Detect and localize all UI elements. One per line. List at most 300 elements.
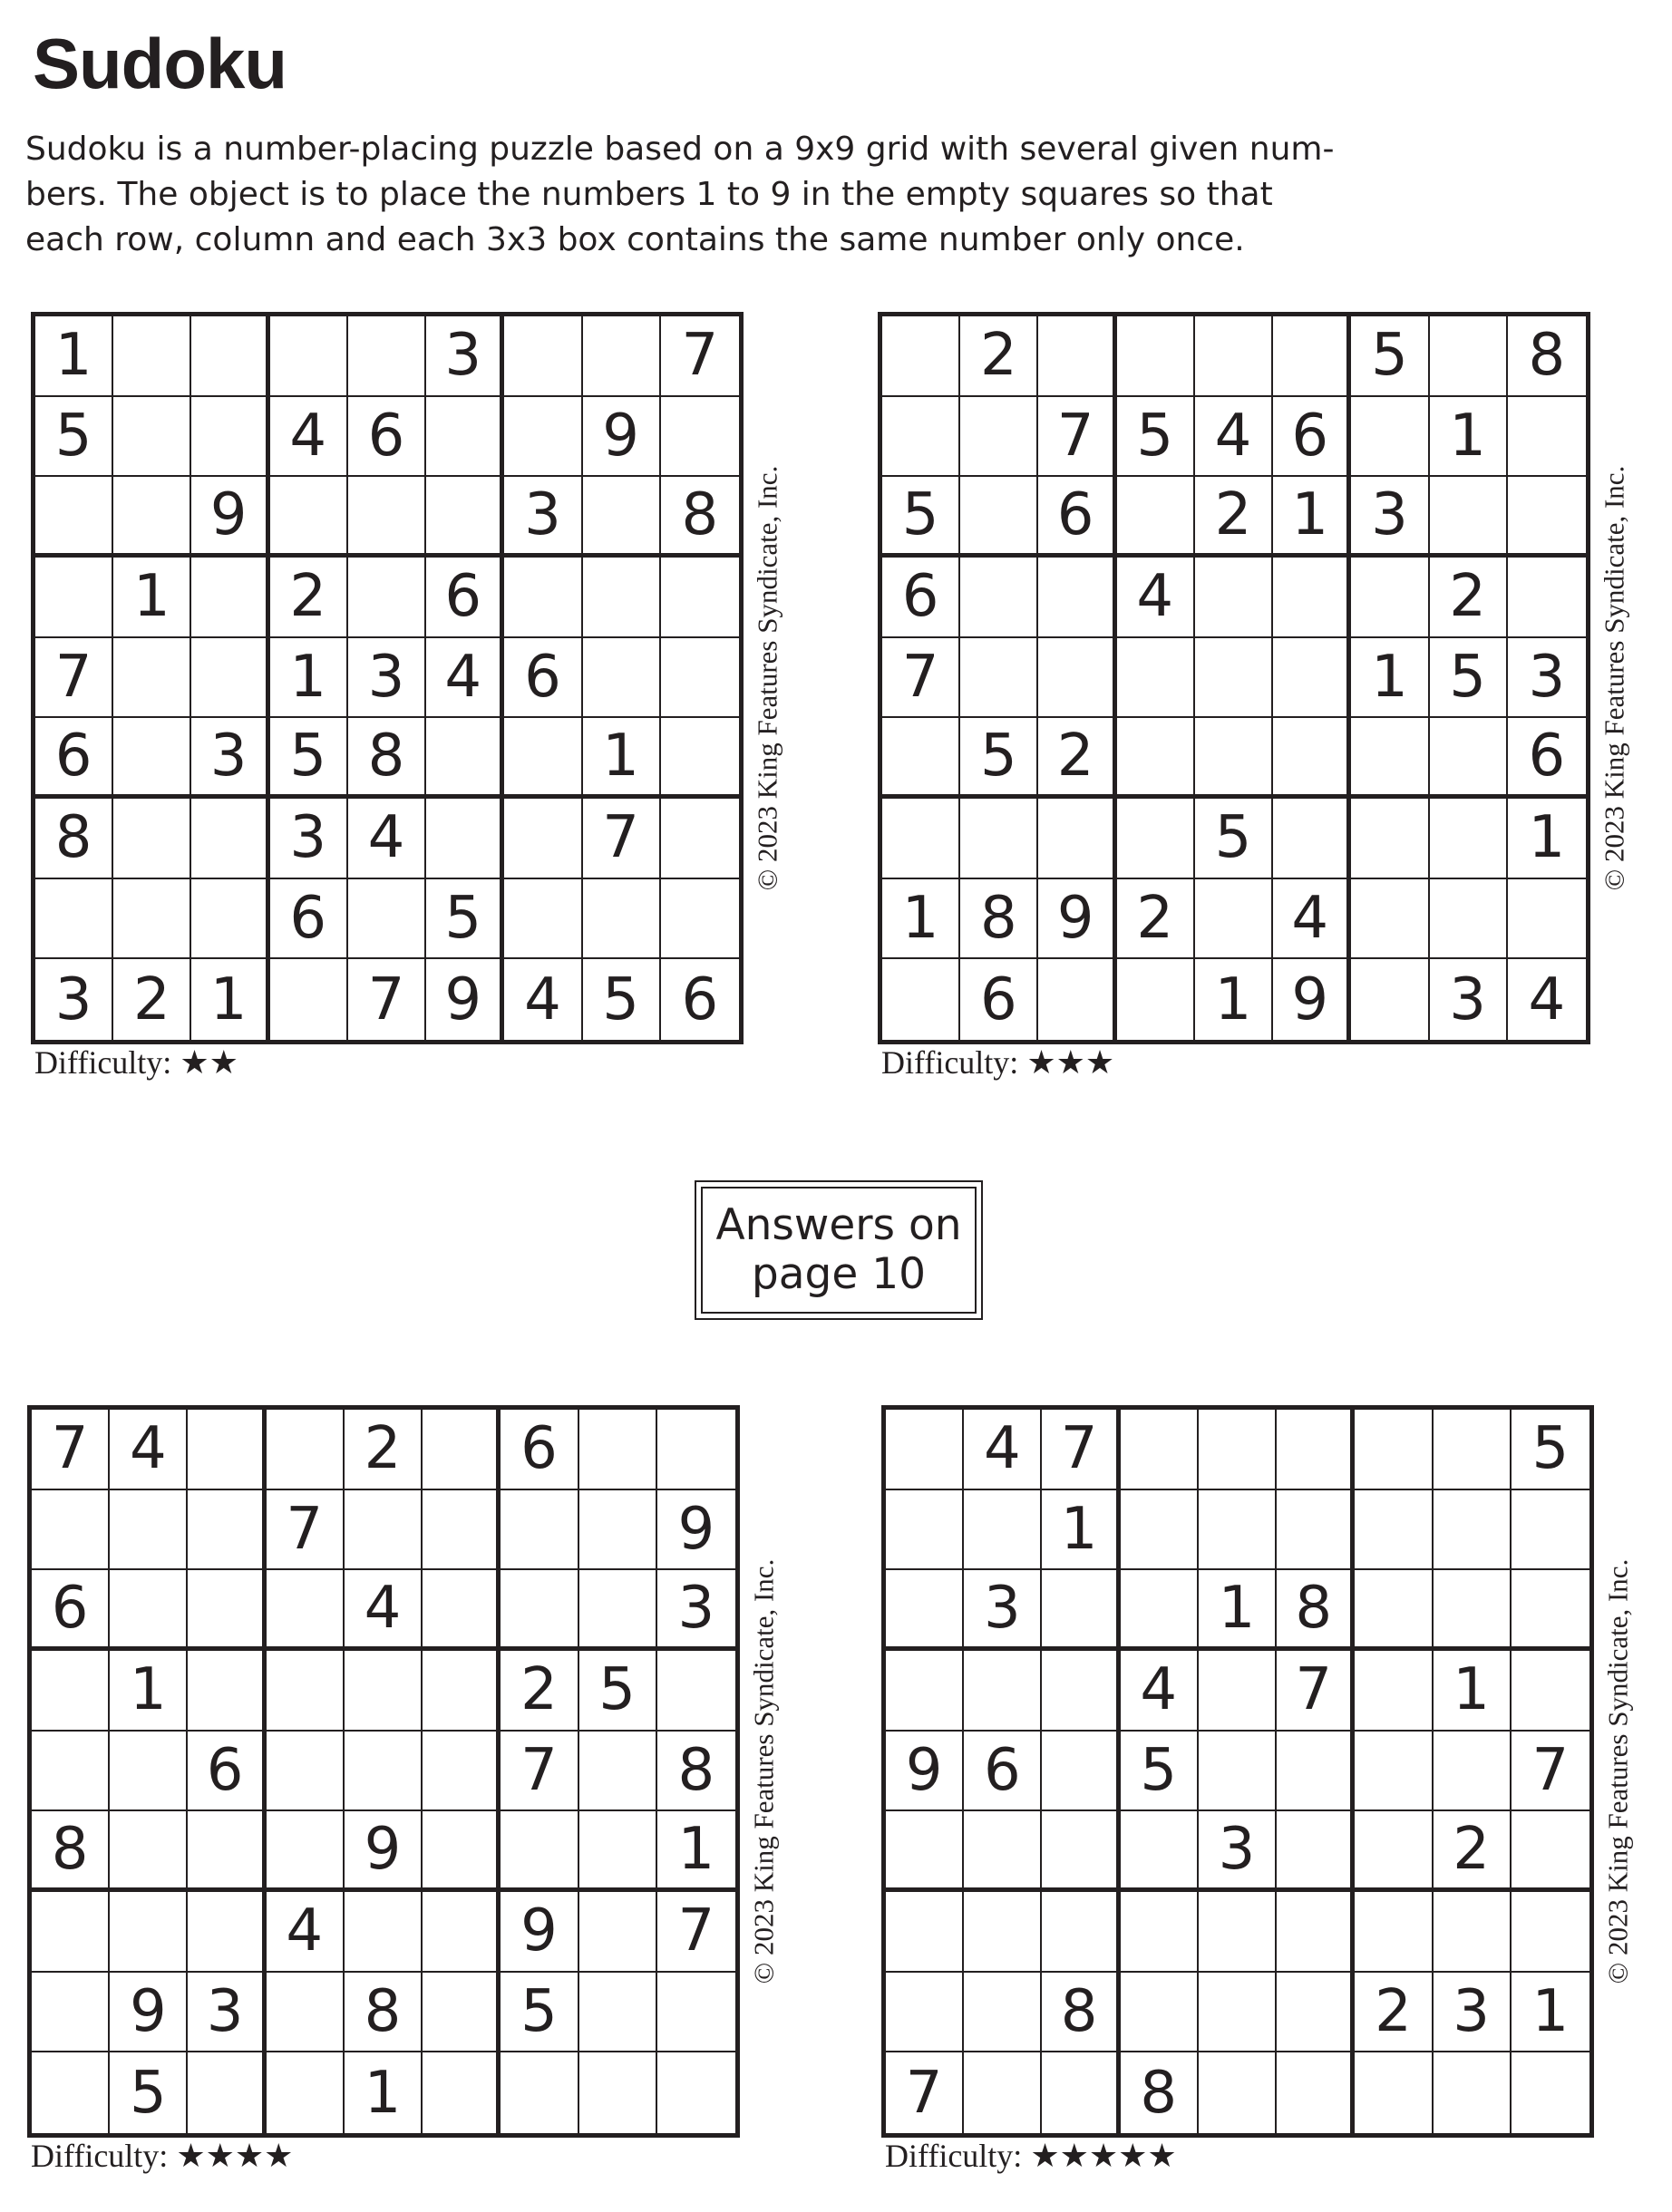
empty-cell[interactable] (1121, 1811, 1199, 1892)
given-number-cell: 5 (583, 959, 661, 1040)
empty-cell[interactable] (504, 799, 582, 879)
empty-cell[interactable] (960, 799, 1038, 879)
given-number-cell: 6 (960, 959, 1038, 1040)
empty-cell[interactable] (661, 799, 739, 879)
empty-cell[interactable] (188, 1410, 266, 1490)
empty-cell[interactable] (1199, 1892, 1277, 1973)
given-number-cell: 7 (661, 316, 739, 397)
given-number-cell: 3 (35, 959, 113, 1040)
empty-cell[interactable] (504, 397, 582, 478)
given-number-cell: 1 (1430, 397, 1508, 478)
empty-cell[interactable] (1430, 718, 1508, 799)
empty-cell[interactable] (423, 1892, 501, 1973)
given-number-cell: 5 (1121, 1732, 1199, 1812)
copyright-notice (1598, 1405, 1638, 2138)
empty-cell[interactable] (110, 1570, 188, 1651)
empty-cell[interactable] (1042, 1651, 1120, 1732)
empty-cell[interactable] (267, 1410, 345, 1490)
empty-cell[interactable] (964, 1973, 1042, 2053)
empty-cell[interactable] (423, 1410, 501, 1490)
empty-cell[interactable] (960, 477, 1038, 558)
empty-cell[interactable] (191, 316, 269, 397)
empty-cell[interactable] (1117, 638, 1195, 719)
empty-cell[interactable] (1508, 879, 1586, 960)
empty-cell[interactable] (1199, 1732, 1277, 1812)
empty-cell[interactable] (32, 1973, 110, 2053)
given-number-cell: 4 (270, 397, 348, 478)
given-number-cell: 3 (1430, 959, 1508, 1040)
empty-cell[interactable] (964, 1892, 1042, 1973)
empty-cell[interactable] (886, 1811, 964, 1892)
empty-cell[interactable] (1277, 1410, 1355, 1490)
empty-cell[interactable] (1434, 2052, 1512, 2133)
empty-cell[interactable] (1277, 1892, 1355, 1973)
empty-cell[interactable] (113, 638, 191, 719)
empty-cell[interactable] (1434, 1570, 1512, 1651)
empty-cell[interactable] (426, 718, 504, 799)
answers-note-line-2: page 10 (751, 1249, 927, 1299)
empty-cell[interactable] (1195, 718, 1273, 799)
given-number-cell: 6 (882, 558, 960, 638)
given-number-cell: 8 (1277, 1570, 1355, 1651)
empty-cell[interactable] (504, 558, 582, 638)
empty-cell[interactable] (267, 1570, 345, 1651)
empty-cell[interactable] (1273, 558, 1351, 638)
empty-cell[interactable] (191, 879, 269, 960)
empty-cell[interactable] (345, 1651, 423, 1732)
empty-cell[interactable] (1042, 1811, 1120, 1892)
given-number-cell: 2 (960, 316, 1038, 397)
empty-cell[interactable] (1038, 799, 1116, 879)
empty-cell[interactable] (583, 316, 661, 397)
empty-cell[interactable] (1512, 2052, 1589, 2133)
empty-cell[interactable] (1512, 1811, 1589, 1892)
empty-cell[interactable] (583, 879, 661, 960)
empty-cell[interactable] (501, 1570, 578, 1651)
empty-cell[interactable] (1351, 397, 1429, 478)
empty-cell[interactable] (1038, 959, 1116, 1040)
answers-note-box (695, 1180, 983, 1320)
empty-cell[interactable] (1355, 1651, 1433, 1732)
given-number-cell: 1 (583, 718, 661, 799)
given-number-cell: 9 (426, 959, 504, 1040)
given-number-cell: 6 (681, 965, 719, 1033)
given-number-cell: 2 (1434, 1811, 1512, 1892)
empty-cell[interactable] (1038, 638, 1116, 719)
empty-cell[interactable] (1273, 799, 1351, 879)
empty-cell[interactable] (1351, 879, 1429, 960)
empty-cell[interactable] (1117, 316, 1195, 397)
empty-cell[interactable] (191, 397, 269, 478)
empty-cell[interactable] (1121, 1490, 1199, 1571)
given-number-cell: 7 (32, 1410, 110, 1490)
copyright-notice (1594, 312, 1634, 1044)
empty-cell[interactable] (886, 1490, 964, 1571)
given-number-cell: 3 (348, 638, 426, 719)
empty-cell[interactable] (882, 397, 960, 478)
empty-cell[interactable] (964, 1651, 1042, 1732)
empty-cell[interactable] (579, 1570, 657, 1651)
empty-cell[interactable] (1277, 1811, 1355, 1892)
empty-cell[interactable] (345, 1490, 423, 1571)
empty-cell[interactable] (32, 1651, 110, 1732)
difficulty-label: Difficulty: ★★★ (881, 1044, 1115, 1081)
empty-cell[interactable] (661, 558, 739, 638)
given-number-cell: 7 (267, 1490, 345, 1571)
given-number-cell: 2 (1038, 718, 1116, 799)
given-number-cell: 8 (1042, 1973, 1120, 2053)
empty-cell[interactable] (191, 799, 269, 879)
empty-cell[interactable] (1512, 1570, 1589, 1651)
instructions-line: each row, column and each 3x3 box contains the same number only once. (25, 221, 1245, 258)
empty-cell[interactable] (32, 1892, 110, 1973)
empty-cell[interactable] (270, 477, 348, 558)
empty-cell[interactable] (423, 1570, 501, 1651)
empty-cell[interactable] (267, 1973, 345, 2053)
empty-cell[interactable] (426, 799, 504, 879)
given-number-cell: 4 (1195, 397, 1273, 478)
empty-cell[interactable] (501, 1811, 578, 1892)
empty-cell[interactable] (1121, 1973, 1199, 2053)
empty-cell[interactable] (1430, 879, 1508, 960)
given-number-cell: 5 (1512, 1410, 1589, 1490)
empty-cell[interactable] (504, 879, 582, 960)
empty-cell[interactable] (110, 1892, 188, 1973)
empty-cell[interactable] (1195, 558, 1273, 638)
given-number-cell: 5 (882, 477, 960, 558)
empty-cell[interactable] (1195, 316, 1273, 397)
empty-cell[interactable] (882, 799, 960, 879)
given-number-cell: 2 (1355, 1973, 1433, 2053)
empty-cell[interactable] (960, 638, 1038, 719)
empty-cell[interactable] (113, 879, 191, 960)
empty-cell[interactable] (886, 1892, 964, 1973)
empty-cell[interactable] (657, 1973, 735, 2053)
empty-cell[interactable] (1434, 1892, 1512, 1973)
given-number-cell: 8 (657, 1732, 735, 1812)
given-number-cell: 9 (1273, 959, 1351, 1040)
given-number-cell: 7 (1038, 397, 1116, 478)
empty-cell[interactable] (35, 879, 113, 960)
empty-cell[interactable] (1042, 1892, 1120, 1973)
sudoku-grid (27, 1405, 740, 2138)
empty-cell[interactable] (32, 2052, 110, 2133)
empty-cell[interactable] (579, 1490, 657, 1571)
answers-note-inner (701, 1187, 977, 1314)
empty-cell[interactable] (267, 1811, 345, 1892)
given-number-cell: 3 (188, 1973, 266, 2053)
given-number-cell: 7 (882, 638, 960, 719)
empty-cell[interactable] (188, 2052, 266, 2133)
empty-cell[interactable] (882, 959, 960, 1040)
empty-cell[interactable] (583, 638, 661, 719)
empty-cell[interactable] (191, 558, 269, 638)
empty-cell[interactable] (348, 316, 426, 397)
given-number-cell: 5 (35, 397, 113, 478)
empty-cell[interactable] (1273, 638, 1351, 719)
empty-cell[interactable] (1199, 1490, 1277, 1571)
empty-cell[interactable] (657, 1651, 735, 1732)
empty-cell[interactable] (188, 1490, 266, 1571)
empty-cell[interactable] (110, 1811, 188, 1892)
instructions-line: bers. The object is to place the numbers 1 to 9 in the empty squares so that (25, 176, 1273, 213)
empty-cell[interactable] (113, 316, 191, 397)
empty-cell[interactable] (188, 1570, 266, 1651)
given-number-cell: 7 (35, 638, 113, 719)
given-number-cell: 2 (270, 558, 348, 638)
empty-cell[interactable] (1042, 2052, 1120, 2133)
empty-cell[interactable] (579, 1811, 657, 1892)
given-number-cell: 7 (501, 1732, 578, 1812)
empty-cell[interactable] (886, 1973, 964, 2053)
empty-cell[interactable] (1121, 1410, 1199, 1490)
empty-cell[interactable] (1277, 1973, 1355, 2053)
given-number-cell: 4 (964, 1410, 1042, 1490)
empty-cell[interactable] (423, 1651, 501, 1732)
empty-cell[interactable] (1351, 959, 1429, 1040)
given-number-cell: 4 (1528, 965, 1566, 1033)
empty-cell[interactable] (1195, 638, 1273, 719)
empty-cell[interactable] (35, 558, 113, 638)
given-number-cell: 7 (348, 959, 426, 1040)
empty-cell[interactable] (345, 1732, 423, 1812)
empty-cell[interactable] (426, 397, 504, 478)
given-number-cell: 9 (191, 477, 269, 558)
given-number-cell: 1 (113, 558, 191, 638)
empty-cell[interactable] (579, 2052, 657, 2133)
empty-cell[interactable] (267, 2052, 345, 2133)
empty-cell[interactable] (1117, 718, 1195, 799)
given-number-cell: 6 (35, 718, 113, 799)
empty-cell[interactable] (188, 1811, 266, 1892)
given-number-cell: 6 (964, 1732, 1042, 1812)
empty-cell[interactable] (661, 718, 739, 799)
empty-cell[interactable] (1195, 879, 1273, 960)
empty-cell[interactable] (501, 1490, 578, 1571)
empty-cell[interactable] (1277, 1732, 1355, 1812)
empty-cell[interactable] (1121, 1570, 1199, 1651)
given-number-cell: 8 (661, 477, 739, 558)
given-number-cell: 5 (426, 879, 504, 960)
empty-cell[interactable] (113, 397, 191, 478)
given-number-cell: 5 (579, 1651, 657, 1732)
empty-cell[interactable] (886, 1570, 964, 1651)
given-number-cell: 4 (1117, 558, 1195, 638)
given-number-cell: 1 (1199, 1570, 1277, 1651)
empty-cell[interactable] (113, 477, 191, 558)
empty-cell[interactable] (1355, 1410, 1433, 1490)
given-number-cell: 8 (32, 1811, 110, 1892)
given-number-cell: 9 (886, 1732, 964, 1812)
copyright-text: © 2023 King Features Syndicate, Inc. (1601, 1558, 1633, 1984)
empty-cell[interactable] (1121, 1892, 1199, 1973)
empty-cell[interactable] (886, 1410, 964, 1490)
empty-cell[interactable] (1351, 558, 1429, 638)
empty-cell[interactable] (583, 558, 661, 638)
empty-cell[interactable] (661, 638, 739, 719)
empty-cell[interactable] (1038, 558, 1116, 638)
empty-cell[interactable] (32, 1490, 110, 1571)
empty-cell[interactable] (110, 1490, 188, 1571)
empty-cell[interactable] (423, 1490, 501, 1571)
given-number-cell: 2 (113, 959, 191, 1040)
empty-cell[interactable] (504, 718, 582, 799)
empty-cell[interactable] (270, 316, 348, 397)
empty-cell[interactable] (1351, 799, 1429, 879)
empty-cell[interactable] (579, 1732, 657, 1812)
empty-cell[interactable] (1508, 397, 1586, 478)
empty-cell[interactable] (35, 477, 113, 558)
given-number-cell: 5 (501, 1973, 578, 2053)
empty-cell[interactable] (1355, 1892, 1433, 1973)
instructions (25, 127, 1335, 263)
given-number-cell: 3 (270, 799, 348, 879)
empty-cell[interactable] (1434, 1490, 1512, 1571)
empty-cell[interactable] (1355, 1570, 1433, 1651)
given-number-cell: 1 (345, 2052, 423, 2133)
empty-cell[interactable] (579, 1973, 657, 2053)
empty-cell[interactable] (1273, 316, 1351, 397)
page-title: Sudoku (33, 24, 287, 103)
empty-cell[interactable] (1199, 1410, 1277, 1490)
given-number-cell: 1 (657, 1811, 735, 1892)
empty-cell[interactable] (423, 1973, 501, 2053)
given-number-cell: 6 (348, 397, 426, 478)
empty-cell[interactable] (1355, 1811, 1433, 1892)
empty-cell[interactable] (579, 1410, 657, 1490)
empty-cell[interactable] (348, 477, 426, 558)
empty-cell[interactable] (110, 1732, 188, 1812)
given-number-cell: 5 (110, 2052, 188, 2133)
empty-cell[interactable] (501, 2052, 578, 2133)
empty-cell[interactable] (1512, 1490, 1589, 1571)
empty-cell[interactable] (423, 1811, 501, 1892)
given-number-cell: 7 (1277, 1651, 1355, 1732)
empty-cell[interactable] (1277, 1490, 1355, 1571)
sudoku-grid (881, 1405, 1594, 2138)
empty-cell[interactable] (964, 1811, 1042, 1892)
empty-cell[interactable] (579, 1892, 657, 1973)
empty-cell[interactable] (32, 1732, 110, 1812)
empty-cell[interactable] (188, 1651, 266, 1732)
given-number-cell: 3 (1508, 638, 1586, 719)
empty-cell[interactable] (267, 1732, 345, 1812)
empty-cell[interactable] (1117, 799, 1195, 879)
empty-cell[interactable] (113, 718, 191, 799)
empty-cell[interactable] (1355, 1732, 1433, 1812)
empty-cell[interactable] (1434, 1732, 1512, 1812)
answers-note-line-1: Answers on (715, 1200, 962, 1250)
empty-cell[interactable] (960, 558, 1038, 638)
empty-cell[interactable] (1199, 1651, 1277, 1732)
empty-cell[interactable] (661, 397, 739, 478)
empty-cell[interactable] (882, 316, 960, 397)
empty-cell[interactable] (345, 1892, 423, 1973)
given-number-cell: 1 (270, 638, 348, 719)
empty-cell[interactable] (1430, 316, 1508, 397)
empty-cell[interactable] (1355, 2052, 1433, 2133)
empty-cell[interactable] (1042, 1732, 1120, 1812)
empty-cell[interactable] (1038, 316, 1116, 397)
difficulty-label: Difficulty: ★★★★★ (885, 2138, 1177, 2174)
given-number-cell: 1 (1508, 799, 1586, 879)
empty-cell[interactable] (960, 397, 1038, 478)
empty-cell[interactable] (504, 316, 582, 397)
empty-cell[interactable] (1117, 959, 1195, 1040)
empty-cell[interactable] (191, 638, 269, 719)
empty-cell[interactable] (1199, 2052, 1277, 2133)
given-number-cell: 3 (1351, 477, 1429, 558)
given-number-cell: 8 (1121, 2052, 1199, 2133)
empty-cell[interactable] (657, 2052, 735, 2133)
sudoku-grid (31, 312, 744, 1044)
empty-cell[interactable] (1117, 477, 1195, 558)
empty-cell[interactable] (583, 477, 661, 558)
empty-cell[interactable] (113, 799, 191, 879)
sudoku-grid (878, 312, 1590, 1044)
empty-cell[interactable] (1430, 477, 1508, 558)
empty-cell[interactable] (964, 1490, 1042, 1571)
given-number-cell: 8 (345, 1973, 423, 2053)
given-number-cell: 5 (1351, 316, 1429, 397)
given-number-cell: 9 (345, 1811, 423, 1892)
given-number-cell: 4 (348, 799, 426, 879)
empty-cell[interactable] (657, 1410, 735, 1490)
given-number-cell: 6 (1273, 397, 1351, 478)
empty-cell[interactable] (1351, 718, 1429, 799)
given-number-cell: 4 (345, 1570, 423, 1651)
given-number-cell: 8 (348, 718, 426, 799)
copyright-text: © 2023 King Features Syndicate, Inc. (1598, 465, 1629, 891)
given-number-cell: 2 (345, 1410, 423, 1490)
given-number-cell: 7 (583, 799, 661, 879)
empty-cell[interactable] (882, 718, 960, 799)
given-number-cell: 4 (504, 959, 582, 1040)
empty-cell[interactable] (423, 2052, 501, 2133)
empty-cell[interactable] (1508, 477, 1586, 558)
given-number-cell: 8 (960, 879, 1038, 960)
empty-cell[interactable] (1355, 1490, 1433, 1571)
empty-cell[interactable] (661, 879, 739, 960)
empty-cell[interactable] (1042, 1570, 1120, 1651)
given-number-cell: 3 (964, 1570, 1042, 1651)
empty-cell[interactable] (348, 558, 426, 638)
empty-cell[interactable] (886, 1651, 964, 1732)
empty-cell[interactable] (270, 959, 348, 1040)
empty-cell[interactable] (267, 1651, 345, 1732)
empty-cell[interactable] (1277, 2052, 1355, 2133)
empty-cell[interactable] (1430, 799, 1508, 879)
empty-cell[interactable] (964, 2052, 1042, 2133)
empty-cell[interactable] (1512, 1651, 1589, 1732)
given-number-cell: 1 (1195, 959, 1273, 1040)
given-number-cell: 6 (1038, 477, 1116, 558)
empty-cell[interactable] (1434, 1410, 1512, 1490)
empty-cell[interactable] (1273, 718, 1351, 799)
empty-cell[interactable] (1199, 1973, 1277, 2053)
instructions-line: Sudoku is a number-placing puzzle based on a 9x9 grid with several given num- (25, 131, 1335, 168)
given-number-cell: 2 (1117, 879, 1195, 960)
given-number-cell: 2 (501, 1651, 578, 1732)
given-number-cell: 5 (270, 718, 348, 799)
given-number-cell: 3 (657, 1570, 735, 1651)
empty-cell[interactable] (348, 879, 426, 960)
empty-cell[interactable] (423, 1732, 501, 1812)
empty-cell[interactable] (188, 1892, 266, 1973)
empty-cell[interactable] (426, 477, 504, 558)
empty-cell[interactable] (1512, 1892, 1589, 1973)
empty-cell[interactable] (1508, 558, 1586, 638)
